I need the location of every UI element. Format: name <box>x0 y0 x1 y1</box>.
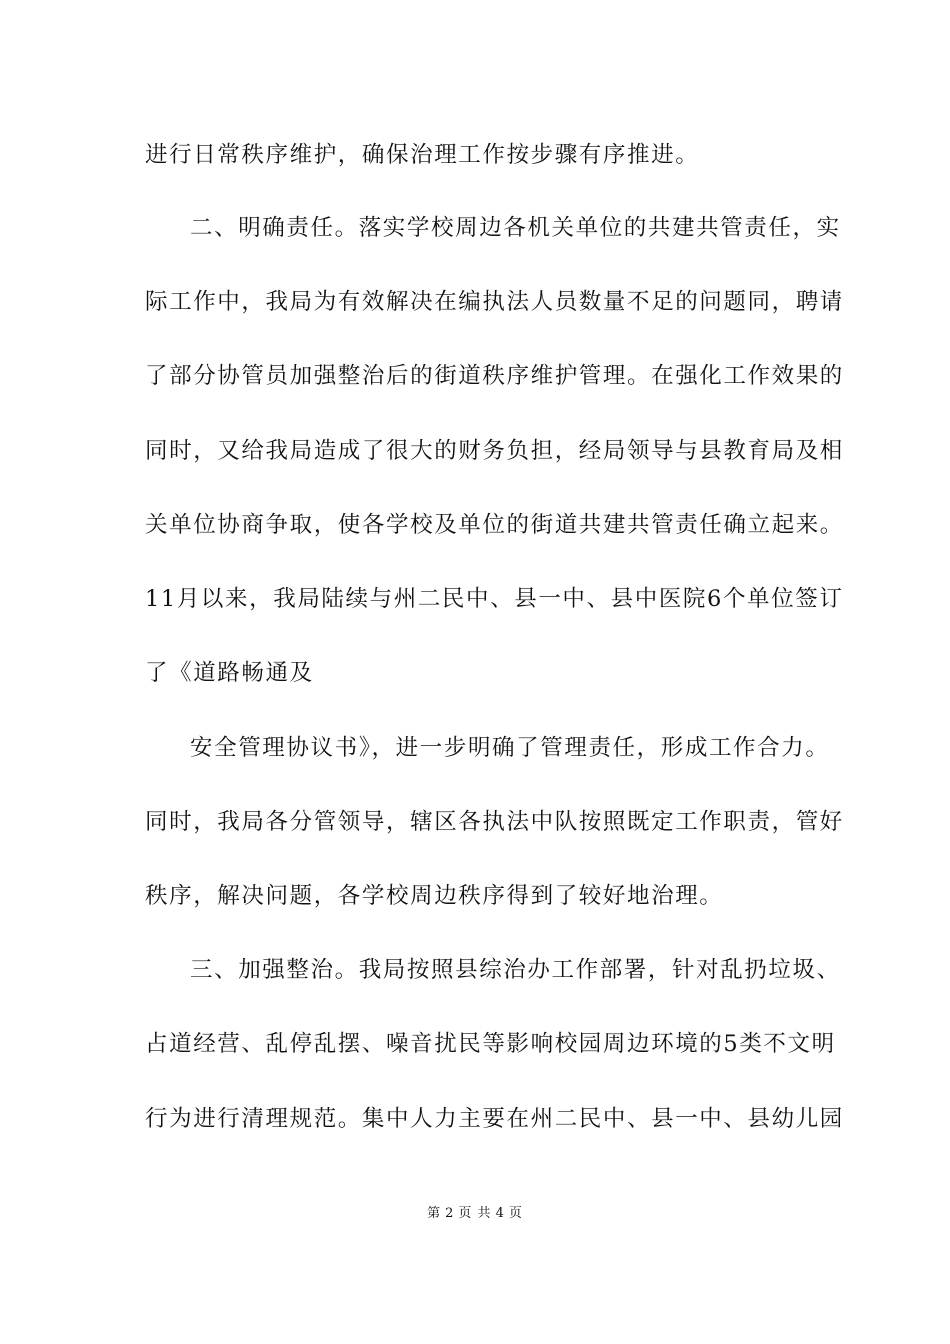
paragraph-line-3: 际工作中，我局为有效解决在编执法人员数量不足的问题同，聘请 <box>145 289 844 315</box>
footer-suffix: 页 <box>508 1206 523 1221</box>
footer-current-page: 2 <box>445 1206 455 1221</box>
paragraph-line-7: 11月以来，我局陆续与州二民中、县一中、县中医院6个单位签订 <box>145 586 844 612</box>
paragraph-line-9: 安全管理协议书》，进一步明确了管理责任，形成工作合力。 <box>190 735 830 761</box>
paragraph-line-1: 进行日常秩序维护，确保治理工作按步骤有序推进。 <box>145 142 700 168</box>
footer-middle: 页 共 <box>458 1206 492 1221</box>
paragraph-line-5: 同时，又给我局造成了很大的财务负担，经局领导与县教育局及相 <box>145 438 844 464</box>
paragraph-line-4: 了部分协管员加强整治后的街道秩序维护管理。在强化工作效果的 <box>145 363 844 389</box>
paragraph-line-8: 了《道路畅通及 <box>145 660 314 686</box>
footer-total-pages: 4 <box>495 1206 505 1221</box>
paragraph-line-13: 占道经营、乱停乱摆、噪音扰民等影响校园周边环境的5类不文明 <box>145 1031 836 1057</box>
paragraph-line-6: 关单位协商争取，使各学校及单位的街道共建共管责任确立起来。 <box>145 512 844 538</box>
page-footer <box>0 1205 950 1223</box>
paragraph-line-10: 同时，我局各分管领导，辖区各执法中队按照既定工作职责，管好 <box>145 809 844 835</box>
paragraph-line-12: 三、加强整治。我局按照县综治办工作部署，针对乱扔垃圾、 <box>190 957 841 983</box>
paragraph-line-14: 行为进行清理规范。集中人力主要在州二民中、县一中、县幼儿园 <box>145 1106 844 1132</box>
paragraph-line-2: 二、明确责任。落实学校周边各机关单位的共建共管责任，实 <box>190 215 841 241</box>
footer-prefix: 第 <box>427 1206 442 1221</box>
paragraph-line-11: 秩序，解决问题，各学校周边秩序得到了较好地治理。 <box>145 883 724 909</box>
